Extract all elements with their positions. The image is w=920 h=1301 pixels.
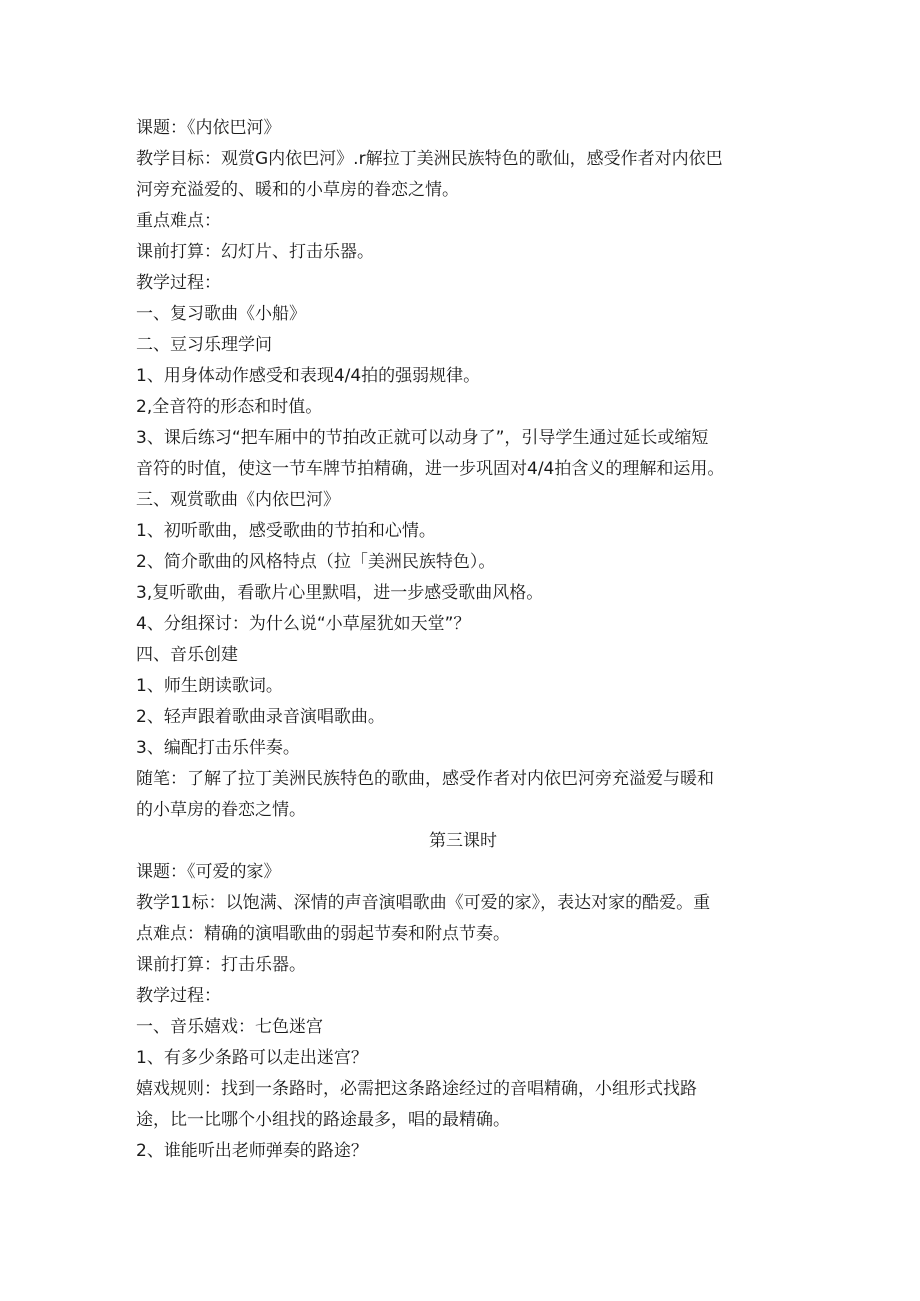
teaching-process-heading: 教学过程： — [136, 273, 221, 293]
preparation-line: 课前打算：幻灯片、打击乐器。 — [136, 242, 374, 262]
teaching-process-heading: 教学过程： — [136, 986, 221, 1006]
lesson-title-line: 课题：《可爱的家》 — [136, 862, 281, 882]
notes-line: 随笔：了解了拉丁美洲民族特色的歌曲，感受作者对内依巴河旁充溢爱与暖和 — [136, 769, 714, 789]
list-item: 2、谁能听出老师弹奏的路途？ — [136, 1141, 368, 1161]
notes-line-cont: 的小草房的眷恋之情。 — [136, 800, 306, 820]
list-item: 2、轻声跟着歌曲录音演唱歌曲。 — [136, 707, 385, 727]
document-body — [136, 113, 786, 1167]
list-item: 2、简介歌曲的风格特点（拉「美洲民族特色）。 — [136, 552, 496, 572]
key-difficulty-line: 点难点：精确的演唱歌曲的弱起节奏和附点节奏。 — [136, 924, 510, 944]
list-item: 3,复听歌曲，看歌片心里默唱，进一步感受歌曲风格。 — [136, 583, 544, 603]
list-item: 4、分组探讨：为什么说“小草屋犹如天堂”？ — [136, 614, 471, 634]
game-rules-line: 嬉戏规则：找到一条路时，必需把这条路途经过的音唱精确，小组形式找路 — [136, 1079, 697, 1099]
list-item: 2,全音符的形态和时值。 — [136, 397, 323, 417]
section-heading: 三、观赏歌曲《内依巴河》 — [136, 490, 340, 510]
lesson-period-heading: 第三课时 — [429, 831, 497, 851]
list-item: 3、编配打击乐伴奏。 — [136, 738, 300, 758]
list-item: 1、用身体动作感受和表现4/4拍的强弱规律。 — [136, 366, 481, 386]
section-heading: 一、复习歌曲《小船》 — [136, 304, 306, 324]
lesson-title-line: 课题：《内依巴河》 — [136, 118, 281, 138]
key-difficulty-line: 重点难点： — [136, 211, 221, 231]
list-item-cont: 音符的时值，使这一节车牌节拍精确，进一步巩固对4/4拍含义的理解和运用。 — [136, 459, 725, 479]
list-item: 3、课后练习“把车厢中的节拍改正就可以动身了”，引导学生通过延长或缩短 — [136, 428, 709, 448]
section-heading: 四、音乐创建 — [136, 645, 238, 665]
section-heading: 二、豆习乐理学问 — [136, 335, 272, 355]
teaching-goal-line: 教学11标：以饱满、深情的声音演唱歌曲《可爱的家》，表达对家的酷爱。重 — [136, 893, 711, 913]
list-item: 1、师生朗读歌词。 — [136, 676, 283, 696]
list-item: 1、有多少条路可以走出迷宫？ — [136, 1048, 368, 1068]
section-heading: 一、音乐嬉戏：七色迷宫 — [136, 1017, 323, 1037]
teaching-goal-line: 教学目标：观赏G内依巴河》.r解拉丁美洲民族特色的歌仙，感受作者对内依巴 — [136, 149, 723, 169]
game-rules-line-cont: 途，比一比哪个小组找的路途最多，唱的最精确。 — [136, 1110, 510, 1130]
teaching-goal-line-cont: 河旁充溢爱的、暖和的小草房的眷恋之情。 — [136, 180, 459, 200]
preparation-line: 课前打算：打击乐器。 — [136, 955, 306, 975]
list-item: 1、初听歌曲，感受歌曲的节拍和心情。 — [136, 521, 436, 541]
